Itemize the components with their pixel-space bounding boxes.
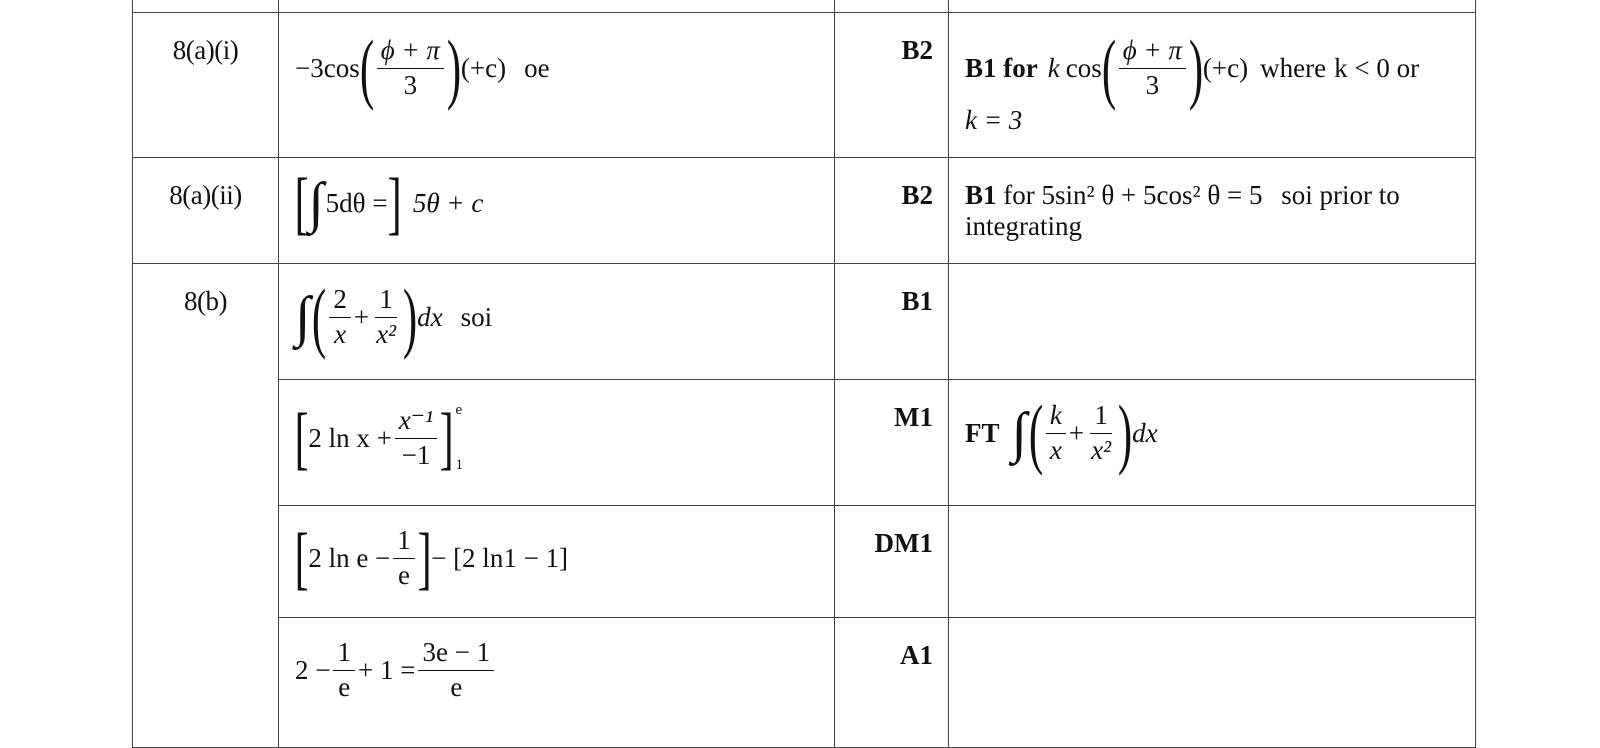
fraction: $\frac{2}{x}$ <box>329 285 351 349</box>
mark-cell <box>835 264 949 380</box>
table-row <box>133 380 1476 506</box>
integral-sign: ∫ <box>295 285 311 348</box>
answer-note: oe <box>524 52 550 83</box>
guidance-cell <box>949 13 1476 158</box>
mark-code: DM1 <box>874 528 933 558</box>
table-row <box>133 158 1476 264</box>
fraction: $\frac{\text{x⁻¹}}{-1}$ <box>395 406 437 470</box>
mark-code: B2 <box>901 180 933 210</box>
mark-cell <box>835 158 949 264</box>
fraction: $\frac{\phi + \pi}{3}$ <box>1119 36 1186 100</box>
question-number: 8(a)(ii) <box>169 180 242 210</box>
mark-cell <box>835 506 949 618</box>
question-number-cell <box>133 158 279 264</box>
question-number: 8(a)(i) <box>172 35 239 65</box>
fraction: $\frac{3e - 1}{e}$ <box>418 638 494 702</box>
answer-cell <box>279 158 835 264</box>
answer-expression: [ 2 ln x + $\frac{\text{x⁻¹}}{-1}$ ] e 1 <box>294 399 463 477</box>
fraction: $\frac{\phi + \pi}{3}$ <box>377 36 444 100</box>
guidance-cell <box>949 380 1476 506</box>
question-number-cell <box>133 264 279 748</box>
guidance-cell <box>949 264 1476 380</box>
answer-cell <box>279 380 835 506</box>
guidance-text: FT ∫ ( $\frac{k}{x}$ + $\frac{1}{\text{x²}}$ ) dx <box>965 389 1158 476</box>
answer-cell <box>279 13 835 158</box>
answer-expression: [ 2 ln e − $\frac{1}{e}$ ] − [2 ln1 − 1] <box>294 519 569 597</box>
answer-cell <box>279 618 835 748</box>
header-row-remnant <box>133 0 1476 13</box>
fraction: $\frac{1}{\text{x²}}$ <box>1091 399 1112 465</box>
answer-note: soi <box>460 301 493 332</box>
guidance-cell <box>949 506 1476 618</box>
answer-expression: ∫ ( $\frac{2}{x}$ + $\frac{1}{\text{x²}}$ ) dx soi <box>295 273 493 360</box>
question-number: 8(b) <box>184 286 227 316</box>
table-row <box>133 506 1476 618</box>
integral-sign: ∫ <box>308 172 324 235</box>
mark-code: A1 <box>900 640 933 670</box>
question-number-cell <box>133 13 279 158</box>
fraction: $\frac{1}{\text{x²}}$ <box>376 283 397 349</box>
mark-cell <box>835 380 949 506</box>
fraction: $\frac{k}{x}$ <box>1046 401 1066 465</box>
answer-expression: [ ∫ 5dθ = ] 5θ + c <box>294 165 484 242</box>
integral-sign: ∫ <box>1011 401 1027 464</box>
mark-code: B1 <box>901 286 933 316</box>
guidance-cell <box>949 158 1476 264</box>
mark-scheme-table <box>132 0 1476 748</box>
fraction: $\frac{1}{e}$ <box>333 638 355 702</box>
integration-limits: e 1 <box>455 402 463 473</box>
fraction: $\frac{1}{e}$ <box>393 526 415 590</box>
table-row <box>133 618 1476 748</box>
guidance-cell <box>949 618 1476 748</box>
table-row <box>133 264 1476 380</box>
answer-expression: −3cos ( $\frac{\phi + \pi}{3}$ ) (+c) oe <box>295 24 550 111</box>
answer-cell <box>279 506 835 618</box>
answer-cell <box>279 264 835 380</box>
mark-code: B2 <box>901 35 933 65</box>
answer-expression: 2 − $\frac{1}{e}$ + 1 = $\frac{3e - 1}{e}$ <box>279 618 834 702</box>
mark-cell <box>835 13 949 158</box>
guidance-text: B1 for 5sin² θ + 5cos² θ = 5 soi prior to integrating <box>965 180 1400 242</box>
mark-code: M1 <box>894 402 933 432</box>
guidance-text: B1 for k cos ( $\frac{\phi + \pi}{3}$ ) (+c) where k < 0 or k = 3 <box>965 24 1420 136</box>
mark-cell <box>835 618 949 748</box>
table-row <box>133 13 1476 158</box>
